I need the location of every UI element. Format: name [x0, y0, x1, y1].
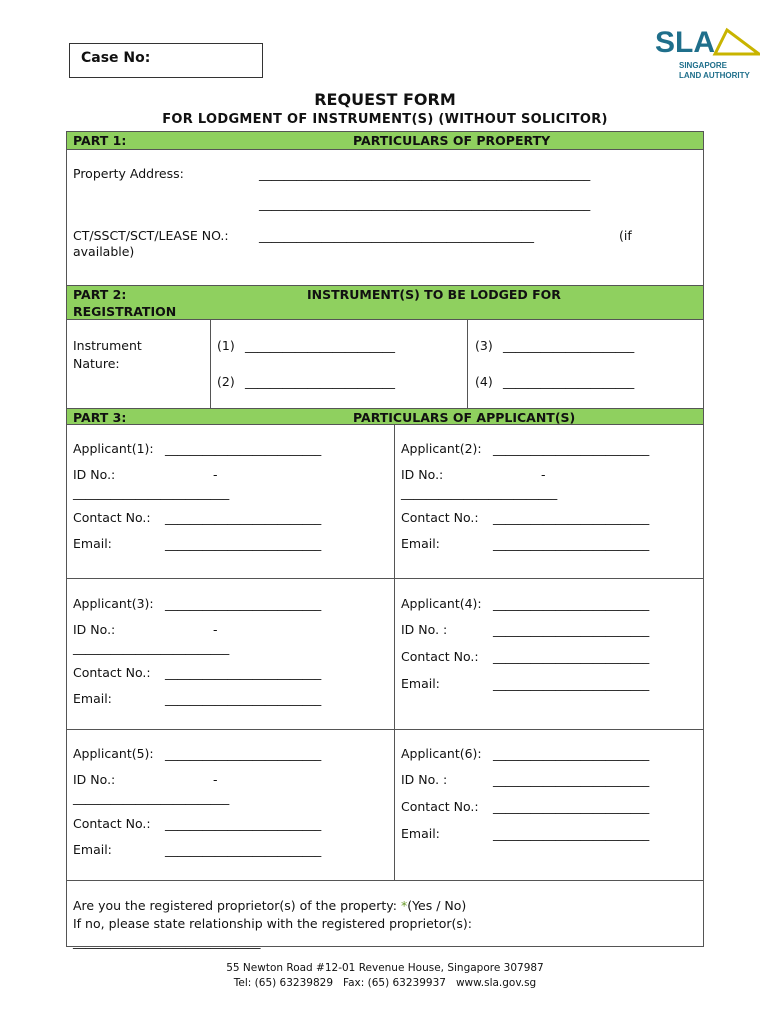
applicant-2-email-field[interactable]: _________________________ — [493, 536, 650, 551]
applicant-1-id-label: ID No.: — [73, 467, 116, 482]
logo-text: SLA — [655, 26, 715, 59]
applicant-3-id-label: ID No.: — [73, 622, 116, 637]
applicant-5-label: Applicant(5): — [73, 746, 154, 761]
instrument-3-number: (3) — [475, 338, 493, 353]
part3-heading: PARTICULARS OF APPLICANT(S) — [353, 410, 576, 425]
instrument-4-field[interactable]: _____________________ — [503, 374, 635, 389]
property-address-line-2[interactable]: _____________________________________________________ — [259, 196, 591, 211]
case-no-label: Case No: — [81, 50, 151, 66]
applicant-3-email-field[interactable]: _________________________ — [165, 691, 322, 706]
applicant-6-email-field[interactable]: _________________________ — [493, 826, 650, 841]
applicant-1-email-field[interactable]: _________________________ — [165, 536, 322, 551]
instrument-nature-label-2: Nature: — [73, 356, 120, 371]
part2-label: PART 2: — [73, 287, 127, 302]
applicant-3-label: Applicant(3): — [73, 596, 154, 611]
applicant-5-name-field[interactable]: _________________________ — [165, 746, 322, 761]
applicant-6-id-field[interactable]: _________________________ — [493, 772, 650, 787]
part1-header — [67, 132, 703, 150]
case-no-box[interactable] — [69, 43, 263, 78]
applicant-2-contact-label: Contact No.: — [401, 510, 479, 525]
applicant-5-email-label: Email: — [73, 842, 112, 857]
applicant-1-name-field[interactable]: _________________________ — [165, 441, 322, 456]
ct-field[interactable]: ____________________________________________ — [259, 228, 534, 243]
part1-heading: PARTICULARS OF PROPERTY — [353, 133, 551, 148]
relationship-label: If no, please state relationship with the registered proprietor(s): — [73, 916, 472, 931]
applicants-row-divider-3 — [67, 880, 703, 881]
footer-address: 55 Newton Road #12-01 Revenue House, Singapore 307987 — [226, 962, 544, 974]
applicant-1-label: Applicant(1): — [73, 441, 154, 456]
sla-logo — [655, 24, 760, 84]
applicant-3-id-field[interactable]: _________________________ — [73, 640, 230, 655]
applicant-6-email-label: Email: — [401, 826, 440, 841]
required-asterisk: * — [400, 898, 408, 913]
applicant-6-contact-field[interactable]: _________________________ — [493, 799, 650, 814]
applicant-3-email-label: Email: — [73, 691, 112, 706]
applicant-1-contact-label: Contact No.: — [73, 510, 151, 525]
part3-label: PART 3: — [73, 410, 127, 425]
applicant-3-id-dash: - — [213, 622, 218, 637]
footer-contact: Tel: (65) 63239829 Fax: (65) 63239937 www.sla.gov.sg — [233, 977, 537, 989]
ct-suffix-2: available) — [73, 244, 135, 259]
instrument-1-field[interactable]: ________________________ — [245, 338, 395, 353]
part2-header — [67, 285, 703, 320]
applicant-6-name-field[interactable]: _________________________ — [493, 746, 650, 761]
part2-label-2: REGISTRATION — [73, 304, 177, 319]
request-form — [66, 131, 704, 947]
ct-label: CT/SSCT/SCT/LEASE NO.: — [73, 228, 229, 243]
applicant-2-contact-field[interactable]: _________________________ — [493, 510, 650, 525]
part3-header — [67, 408, 703, 425]
applicant-5-email-field[interactable]: _________________________ — [165, 842, 322, 857]
applicant-1-id-dash: - — [213, 467, 218, 482]
applicant-1-contact-field[interactable]: _________________________ — [165, 510, 322, 525]
instrument-2-field[interactable]: ________________________ — [245, 374, 395, 389]
instrument-nature-label: Instrument — [73, 338, 142, 353]
applicant-3-contact-label: Contact No.: — [73, 665, 151, 680]
instrument-3-field[interactable]: _____________________ — [503, 338, 635, 353]
part2-heading: INSTRUMENT(S) TO BE LODGED FOR — [307, 287, 561, 302]
ct-suffix: (if — [619, 228, 632, 243]
applicant-4-id-field[interactable]: _________________________ — [493, 622, 650, 637]
instrument-1-number: (1) — [217, 338, 235, 353]
applicant-4-contact-field[interactable]: _________________________ — [493, 649, 650, 664]
form-subtitle: FOR LODGMENT OF INSTRUMENT(S) (WITHOUT SOLICITOR) — [162, 112, 608, 127]
applicant-5-id-dash: - — [213, 772, 218, 787]
applicant-1-id-field[interactable]: _________________________ — [73, 485, 230, 500]
applicant-4-id-label: ID No. : — [401, 622, 448, 637]
applicant-3-name-field[interactable]: _________________________ — [165, 596, 322, 611]
applicant-3-contact-field[interactable]: _________________________ — [165, 665, 322, 680]
applicant-4-contact-label: Contact No.: — [401, 649, 479, 664]
applicant-4-email-label: Email: — [401, 676, 440, 691]
part1-label: PART 1: — [73, 133, 127, 148]
instrument-2-number: (2) — [217, 374, 235, 389]
logo-accent-shape — [715, 30, 759, 54]
applicants-row-divider-1 — [67, 578, 703, 579]
form-title: REQUEST FORM — [314, 90, 456, 109]
proprietor-options[interactable]: (Yes / No) — [407, 898, 467, 913]
applicant-2-name-field[interactable]: _________________________ — [493, 441, 650, 456]
property-address-label: Property Address: — [73, 166, 184, 181]
applicant-2-id-label: ID No.: — [401, 467, 444, 482]
part2-divider-1 — [210, 320, 211, 408]
applicant-4-email-field[interactable]: _________________________ — [493, 676, 650, 691]
part2-divider-2 — [467, 320, 468, 408]
applicant-5-contact-field[interactable]: _________________________ — [165, 816, 322, 831]
applicant-5-id-field[interactable]: _________________________ — [73, 790, 230, 805]
property-address-line-1[interactable]: _____________________________________________________ — [259, 166, 591, 181]
applicant-2-id-field[interactable]: _________________________ — [401, 485, 558, 500]
applicant-4-name-field[interactable]: _________________________ — [493, 596, 650, 611]
proprietor-question-text: Are you the registered proprietor(s) of the property: — [73, 898, 397, 913]
proprietor-question — [73, 898, 466, 913]
instrument-4-number: (4) — [475, 374, 493, 389]
logo-line2: Land Authority — [679, 71, 750, 80]
applicant-6-contact-label: Contact No.: — [401, 799, 479, 814]
applicants-row-divider-2 — [67, 729, 703, 730]
applicant-2-label: Applicant(2): — [401, 441, 482, 456]
applicant-6-id-label: ID No. : — [401, 772, 448, 787]
logo-line1: Singapore — [679, 61, 728, 70]
applicants-center-divider — [394, 425, 395, 880]
applicant-5-id-label: ID No.: — [73, 772, 116, 787]
applicant-2-email-label: Email: — [401, 536, 440, 551]
sla-logo-graphic — [655, 24, 760, 84]
applicant-6-label: Applicant(6): — [401, 746, 482, 761]
applicant-5-contact-label: Contact No.: — [73, 816, 151, 831]
applicant-2-id-dash: - — [541, 467, 546, 482]
applicant-1-email-label: Email: — [73, 536, 112, 551]
relationship-field[interactable]: ______________________________ — [73, 934, 261, 949]
applicant-4-label: Applicant(4): — [401, 596, 482, 611]
